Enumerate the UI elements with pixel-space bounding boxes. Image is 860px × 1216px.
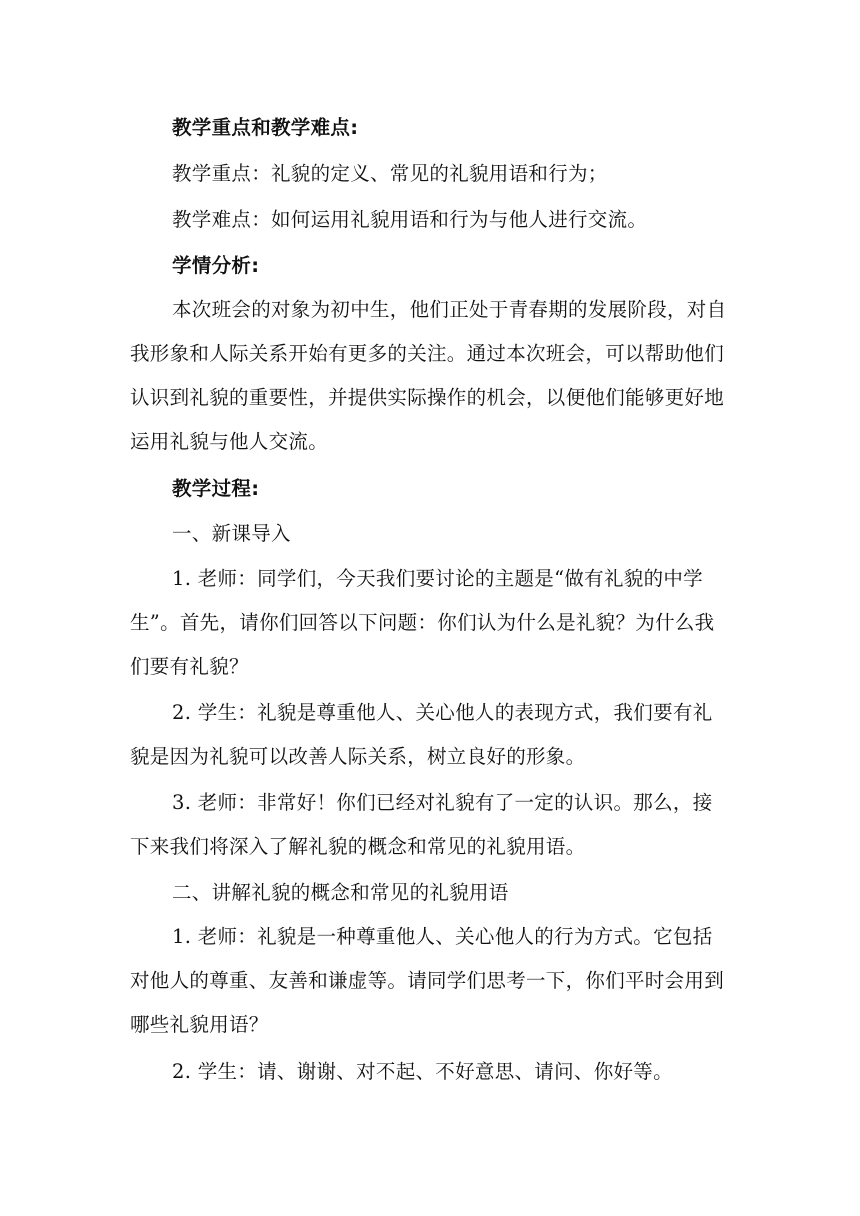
teaching-difficulty: 教学难点：如何运用礼貌用语和行为与他人进行交流。 bbox=[172, 208, 648, 231]
paragraph-line: 本次班会的对象为初中生，他们正处于青春期的发展阶段，对自 bbox=[172, 298, 727, 321]
paragraph-line: 3. 老师：非常好！你们已经对礼貌有了一定的认识。那么，接 bbox=[172, 791, 713, 814]
paragraph-line: 对他人的尊重、友善和谦虚等。请同学们思考一下，你们平时会用到 bbox=[130, 969, 725, 992]
paragraph-line: 运用礼貌与他人交流。 bbox=[130, 430, 329, 453]
paragraph-line: 们要有礼貌？ bbox=[130, 655, 249, 678]
paragraph-line: 1. 老师：礼貌是一种尊重他人、关心他人的行为方式。它包括 bbox=[172, 925, 713, 948]
paragraph-line: 哪些礼貌用语？ bbox=[130, 1013, 269, 1036]
teaching-focus: 教学重点：礼貌的定义、常见的礼貌用语和行为； bbox=[172, 162, 608, 185]
paragraph-line: 1. 老师：同学们，今天我们要讨论的主题是“做有礼貌的中学 bbox=[172, 567, 703, 590]
paragraph-line: 2. 学生：请、谢谢、对不起、不好意思、请问、你好等。 bbox=[172, 1060, 673, 1083]
paragraph-line: 2. 学生：礼貌是尊重他人、关心他人的表现方式，我们要有礼 bbox=[172, 701, 713, 724]
heading-process: 教学过程: bbox=[172, 477, 260, 500]
part1-title: 一、新课导入 bbox=[172, 522, 291, 545]
paragraph-line: 貌是因为礼貌可以改善人际关系，树立良好的形象。 bbox=[130, 745, 586, 768]
paragraph-line: 下来我们将深入了解礼貌的概念和常见的礼貌用语。 bbox=[130, 835, 586, 858]
part2-title: 二、讲解礼貌的概念和常见的礼貌用语 bbox=[172, 881, 509, 904]
paragraph-line: 生”。首先，请你们回答以下问题：你们认为什么是礼貌？为什么我 bbox=[130, 611, 715, 634]
heading-analysis: 学情分析: bbox=[172, 254, 260, 277]
heading-key-points: 教学重点和教学难点: bbox=[172, 116, 359, 139]
paragraph-line: 我形象和人际关系开始有更多的关注。通过本次班会，可以帮助他们 bbox=[130, 342, 725, 365]
paragraph-line: 认识到礼貌的重要性，并提供实际操作的机会，以便他们能够更好地 bbox=[130, 386, 725, 409]
